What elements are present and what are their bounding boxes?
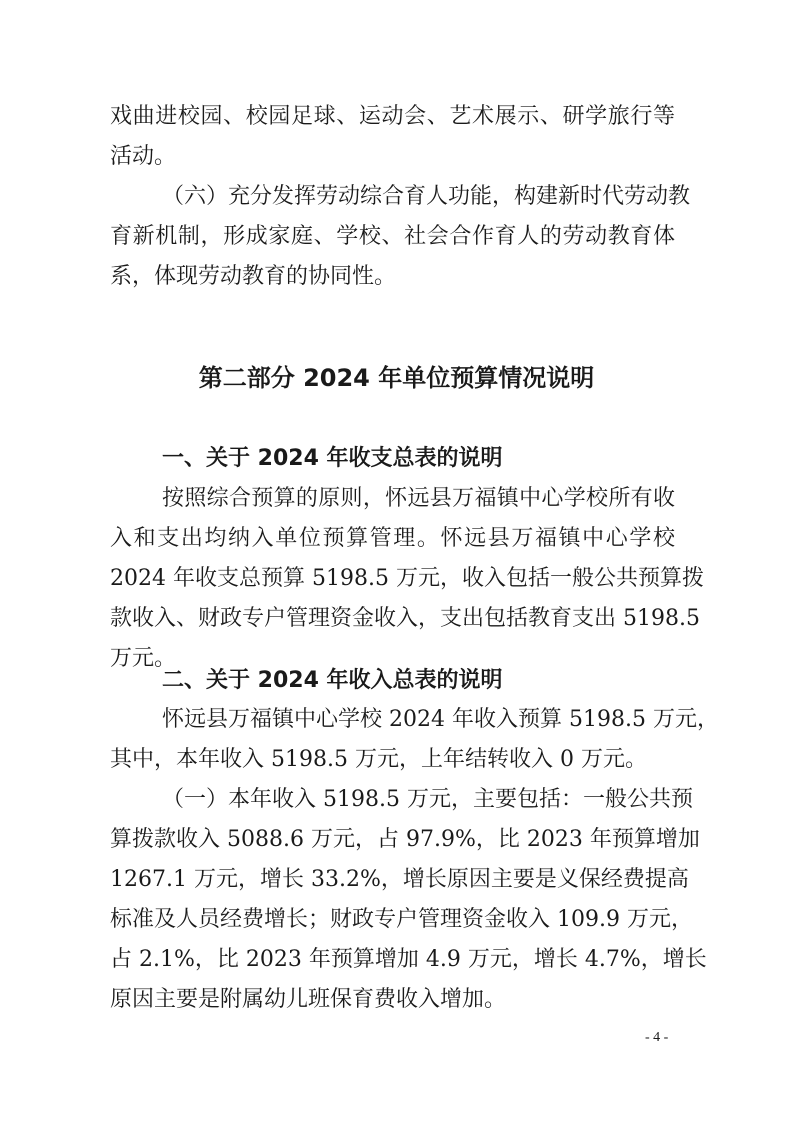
page-number: - 4 -: [645, 1030, 669, 1045]
text-line: 2024 年收支总预算 5198.5 万元，收入包括一般公共预算拨: [110, 566, 704, 591]
text-line: 万元。: [110, 646, 177, 671]
text-line: 算拨款收入 5088.6 万元，占 97.9%，比 2023 年预算增加: [110, 827, 700, 852]
text-line: （一）本年收入 5198.5 万元，主要包括：一般公共预: [162, 787, 693, 812]
text-line: 款收入、财政专户管理资金收入，支出包括教育支出 5198.5: [110, 606, 700, 631]
text-line: 占 2.1%，比 2023 年预算增加 4.9 万元，增长 4.7%，增长: [110, 947, 707, 972]
text-line: 按照综合预算的原则，怀远县万福镇中心学校所有收: [162, 486, 675, 511]
text-line: 戏曲进校园、校园足球、运动会、艺术展示、研学旅行等: [110, 104, 675, 129]
text-line: 入和支出均纳入单位预算管理。怀远县万福镇中心学校: [110, 526, 675, 551]
text-line: 系，体现劳动教育的协同性。: [110, 264, 397, 289]
text-line: （六）充分发挥劳动综合育人功能，构建新时代劳动教: [162, 184, 691, 209]
text-line: 原因主要是附属幼儿班保育费收入增加。: [110, 987, 507, 1012]
text-line: 育新机制，形成家庭、学校、社会合作育人的劳动教育体: [110, 224, 675, 249]
section-title: 第二部分 2024 年单位预算情况说明: [198, 364, 595, 392]
text-line: 其中，本年收入 5198.5 万元，上年结转收入 0 万元。: [110, 747, 647, 772]
text-line: 怀远县万福镇中心学校 2024 年收入预算 5198.5 万元，: [162, 707, 719, 732]
text-line: 活动。: [110, 144, 177, 169]
subsection-heading: 二、关于 2024 年收入总表的说明: [162, 668, 503, 693]
text-line: 标准及人员经费增长；财政专户管理资金收入 109.9 万元，: [110, 907, 693, 932]
text-line: 1267.1 万元，增长 33.2%，增长原因主要是义保经费提高: [110, 867, 689, 892]
subsection-heading: 一、关于 2024 年收支总表的说明: [162, 446, 503, 471]
